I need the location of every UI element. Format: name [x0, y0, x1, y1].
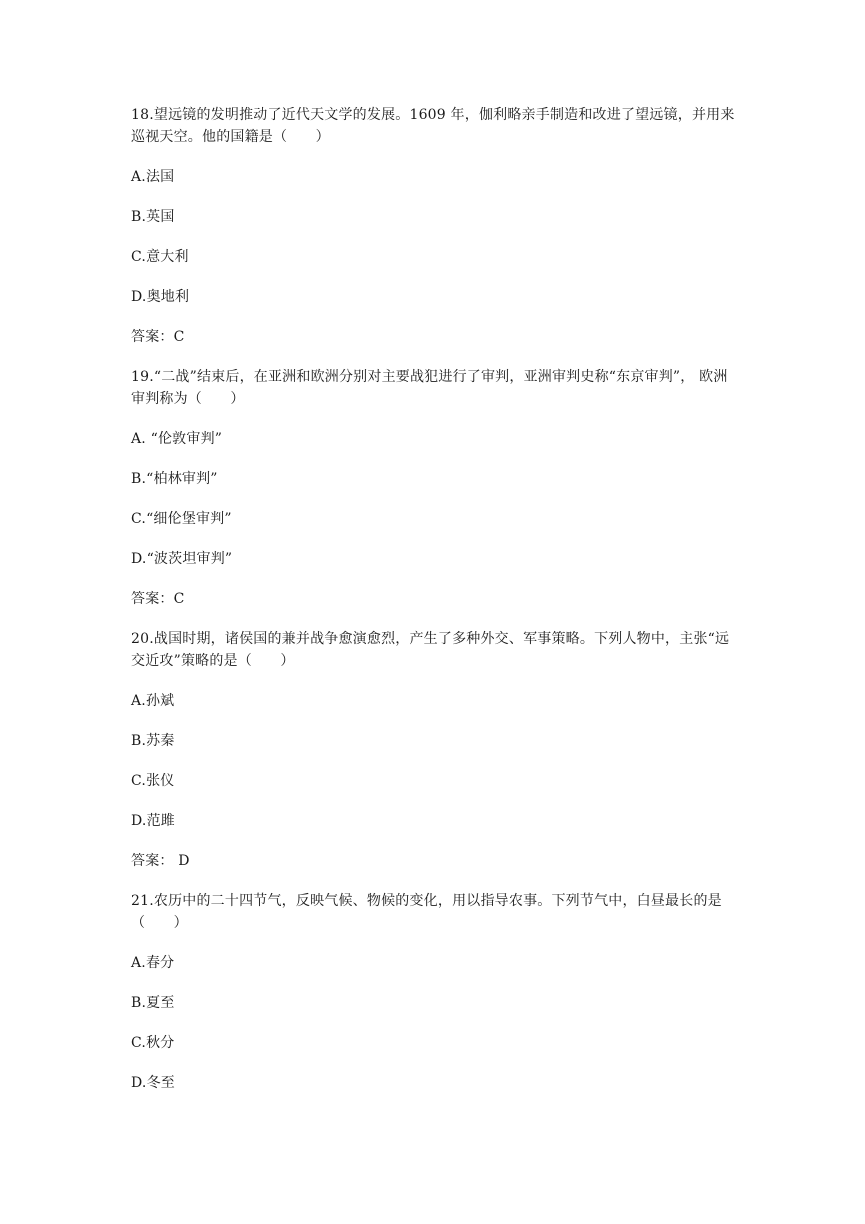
- question-21: [131, 890, 741, 1094]
- answer: 答案：C: [131, 329, 185, 345]
- option-b: B.苏秦: [131, 733, 175, 749]
- option-d: D.“波茨坦审判”: [131, 551, 233, 567]
- question-text: 20.战国时期，诸侯国的兼并战争愈演愈烈，产生了多种外交、军事策略。下列人物中，主张“远交近攻”策略的是（ ）: [131, 631, 730, 669]
- question-19: [131, 366, 741, 610]
- answer: 答案： D: [131, 853, 190, 869]
- option-a: A.孙斌: [131, 693, 175, 709]
- option-a: A. “伦敦审判”: [131, 431, 223, 447]
- question-text: 21.农历中的二十四节气，反映气候、物候的变化，用以指导农事。下列节气中，白昼最长的是（ ）: [131, 893, 722, 931]
- option-b: B.“柏林审判”: [131, 471, 218, 487]
- option-d: D.奥地利: [131, 289, 190, 305]
- document-page: [131, 104, 741, 1112]
- question-18: [131, 104, 741, 348]
- option-b: B.夏至: [131, 995, 175, 1011]
- question-text: 18.望远镜的发明推动了近代天文学的发展。1609 年，伽利略亲手制造和改进了望远镜，并用来巡视天空。他的国籍是（ ）: [131, 107, 735, 145]
- option-a: A.春分: [131, 955, 175, 971]
- answer: 答案：C: [131, 591, 185, 607]
- question-text: 19.“二战”结束后，在亚洲和欧洲分别对主要战犯进行了审判，亚洲审判史称“东京审判”， 欧洲审判称为（ ）: [131, 369, 728, 407]
- question-20: [131, 628, 741, 872]
- option-c: C.“细伦堡审判”: [131, 511, 232, 527]
- option-d: D.范雎: [131, 813, 175, 829]
- option-c: C.张仪: [131, 773, 175, 789]
- option-c: C.秋分: [131, 1035, 175, 1051]
- option-c: C.意大利: [131, 249, 189, 265]
- option-a: A.法国: [131, 169, 175, 185]
- option-d: D.冬至: [131, 1075, 175, 1091]
- option-b: B.英国: [131, 209, 175, 225]
